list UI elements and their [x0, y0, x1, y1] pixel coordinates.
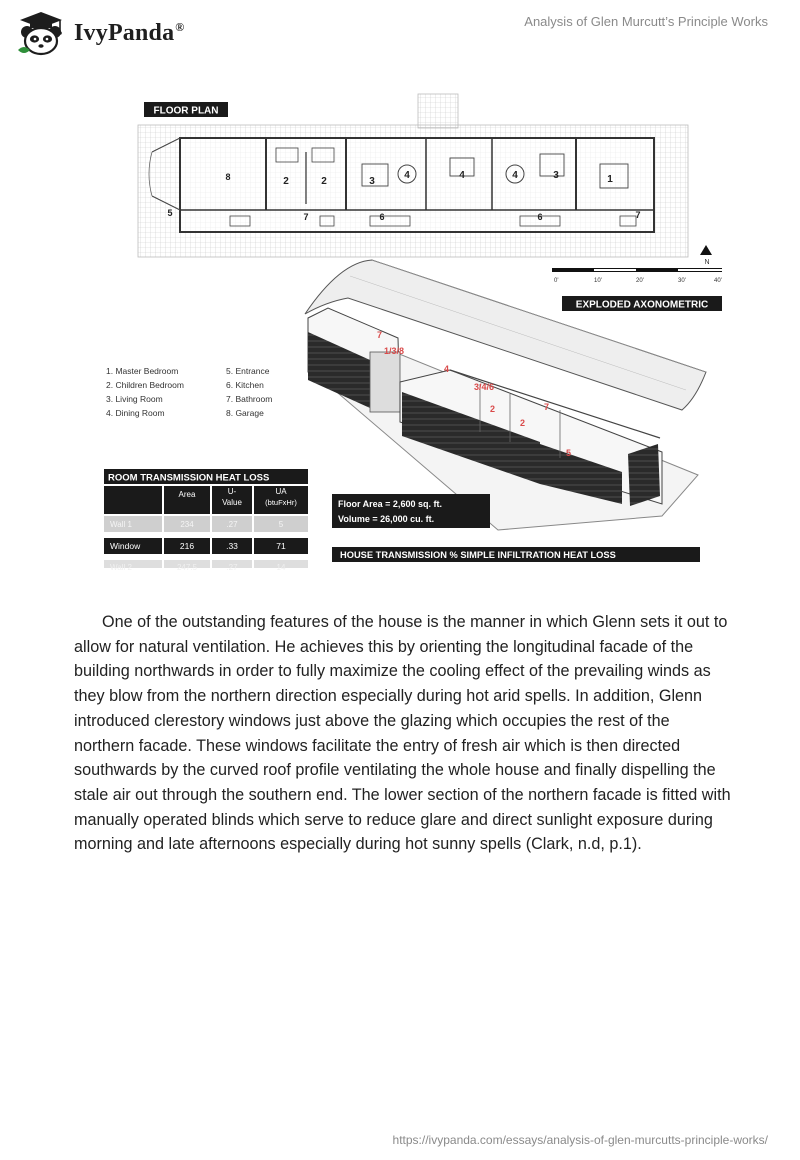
table-cell-text: 247.5: [176, 563, 198, 572]
north-arrow-icon: [700, 245, 712, 255]
room-number: 4: [459, 170, 465, 181]
room-number: 2: [321, 176, 327, 187]
legend-item: 2. Children Bedroom: [106, 380, 184, 390]
legend-item: 5. Entrance: [226, 366, 270, 376]
table-header-line: (btuFxHr): [265, 498, 297, 507]
axonometric-label: 2: [490, 404, 496, 414]
page-header: [0, 0, 800, 60]
scale-tick: 10': [594, 278, 602, 284]
scale-tick: 0': [554, 278, 559, 284]
table-header-line: UA: [275, 487, 287, 496]
room-number: 3: [553, 170, 559, 181]
table-cell-text: Wall 2: [110, 563, 132, 572]
scale-tick: 20': [636, 278, 644, 284]
table-title: ROOM TRANSMISSION HEAT LOSS: [108, 472, 270, 484]
room-number: 4: [404, 170, 410, 181]
volume-text: Volume = 26,000 cu. ft.: [338, 514, 435, 524]
room-number: 7: [303, 212, 309, 222]
panda-graduate-icon: [16, 10, 66, 56]
scale-bar-segment: [678, 269, 722, 271]
table-cell-text: .33: [226, 541, 238, 551]
room-number: 6: [537, 212, 543, 222]
room-number: 2: [283, 176, 289, 187]
table-cell-text: 5: [278, 520, 284, 529]
axonometric-label: 7: [544, 402, 550, 412]
table-header: Area: [178, 490, 196, 499]
architecture-figure: [100, 92, 730, 572]
room-number: 8: [225, 172, 231, 182]
floor-plan-axonometric-drawing: [100, 92, 730, 572]
floor-area-text: Floor Area = 2,600 sq. ft.: [338, 499, 442, 509]
table-header-cell: [104, 486, 162, 514]
axonometric-label: 4: [444, 364, 450, 374]
room-number: 7: [635, 210, 641, 220]
table-header-line: Value: [222, 498, 242, 507]
axonometric-title: EXPLODED AXONOMETRIC: [575, 299, 709, 311]
room-number: 3: [369, 176, 375, 187]
table-cell-text: 71: [276, 541, 286, 551]
article-paragraph: One of the outstanding features of the house is the manner in which Glenn sets it out to allow for natural ventilation. He achieves this by orienting the longitudinal facade of the building northwards in order to fully maximize the cooling effect of the prevailing winds as they blow from the northern direction especially during hot arid spells. In addition, Glenn introduced clerestory windows just above the glazing which occupies the rest of the northern facade. These windows facilitate the entry of fresh air which is then directed southwards by the curved roof profile ventilating the whole house and finally dispelling the stale air out through the southern end. The lower section of the northern facade is fitted with manually operated blinds which serve to reduce glare and direct sunlight exposure during morning and late afternoons especially during hot sunny spells (Clark, n.d, p.1).: [74, 613, 731, 854]
axonometric-label: 5: [566, 448, 572, 458]
room-number: 4: [512, 170, 518, 181]
room-number: 1: [607, 174, 613, 185]
scale-bar-segment: [594, 269, 636, 271]
table-cell-text: .27: [226, 520, 238, 529]
house-outline: [180, 138, 654, 232]
table-cell-text: .27: [226, 563, 238, 572]
legend-item: 7. Bathroom: [226, 394, 273, 404]
legend-item: 1. Master Bedroom: [106, 366, 179, 376]
source-url[interactable]: https://ivypanda.com/essays/analysis-of-glen-murcutts-principle-works/: [392, 1133, 768, 1147]
document-title: Analysis of Glen Murcutt’s Principle Works: [524, 14, 768, 29]
table-cell-text: 216: [179, 541, 195, 551]
ivypanda-logo[interactable]: [16, 10, 184, 56]
room-number: 5: [167, 208, 173, 218]
floor-plan-title: FLOOR PLAN: [153, 105, 219, 117]
heat-loss-table: [104, 469, 308, 572]
legend-item: 3. Living Room: [106, 394, 163, 404]
legend-item: 6. Kitchen: [226, 380, 264, 390]
house-transmission-text: HOUSE TRANSMISSION % SIMPLE INFILTRATION HEAT LOSS: [340, 550, 616, 560]
plan-annex-grid: [418, 94, 458, 128]
axonometric-label: 2: [520, 418, 526, 428]
legend-item: 8. Garage: [226, 408, 264, 418]
scale-tick: 30': [678, 278, 686, 284]
table-cell-text: Window: [110, 541, 141, 551]
end-wall-blinds: [628, 444, 660, 506]
axonometric-label: 1/3/8: [384, 346, 405, 356]
north-label: N: [704, 259, 710, 266]
axonometric-label: 7: [377, 330, 383, 340]
axonometric-label: 3/4/6: [474, 382, 495, 392]
brand-name: IvyPanda®: [74, 19, 185, 46]
scale-tick: 40': [714, 278, 722, 284]
table-header-line: U-: [227, 487, 237, 496]
glazing-panel: [370, 352, 400, 412]
table-cell-text: 234: [180, 520, 194, 529]
room-number: 6: [379, 212, 385, 222]
legend-item: 4. Dining Room: [106, 408, 165, 418]
table-cell-text: Wall 1: [110, 520, 132, 529]
table-cell-text: 14: [276, 563, 286, 572]
